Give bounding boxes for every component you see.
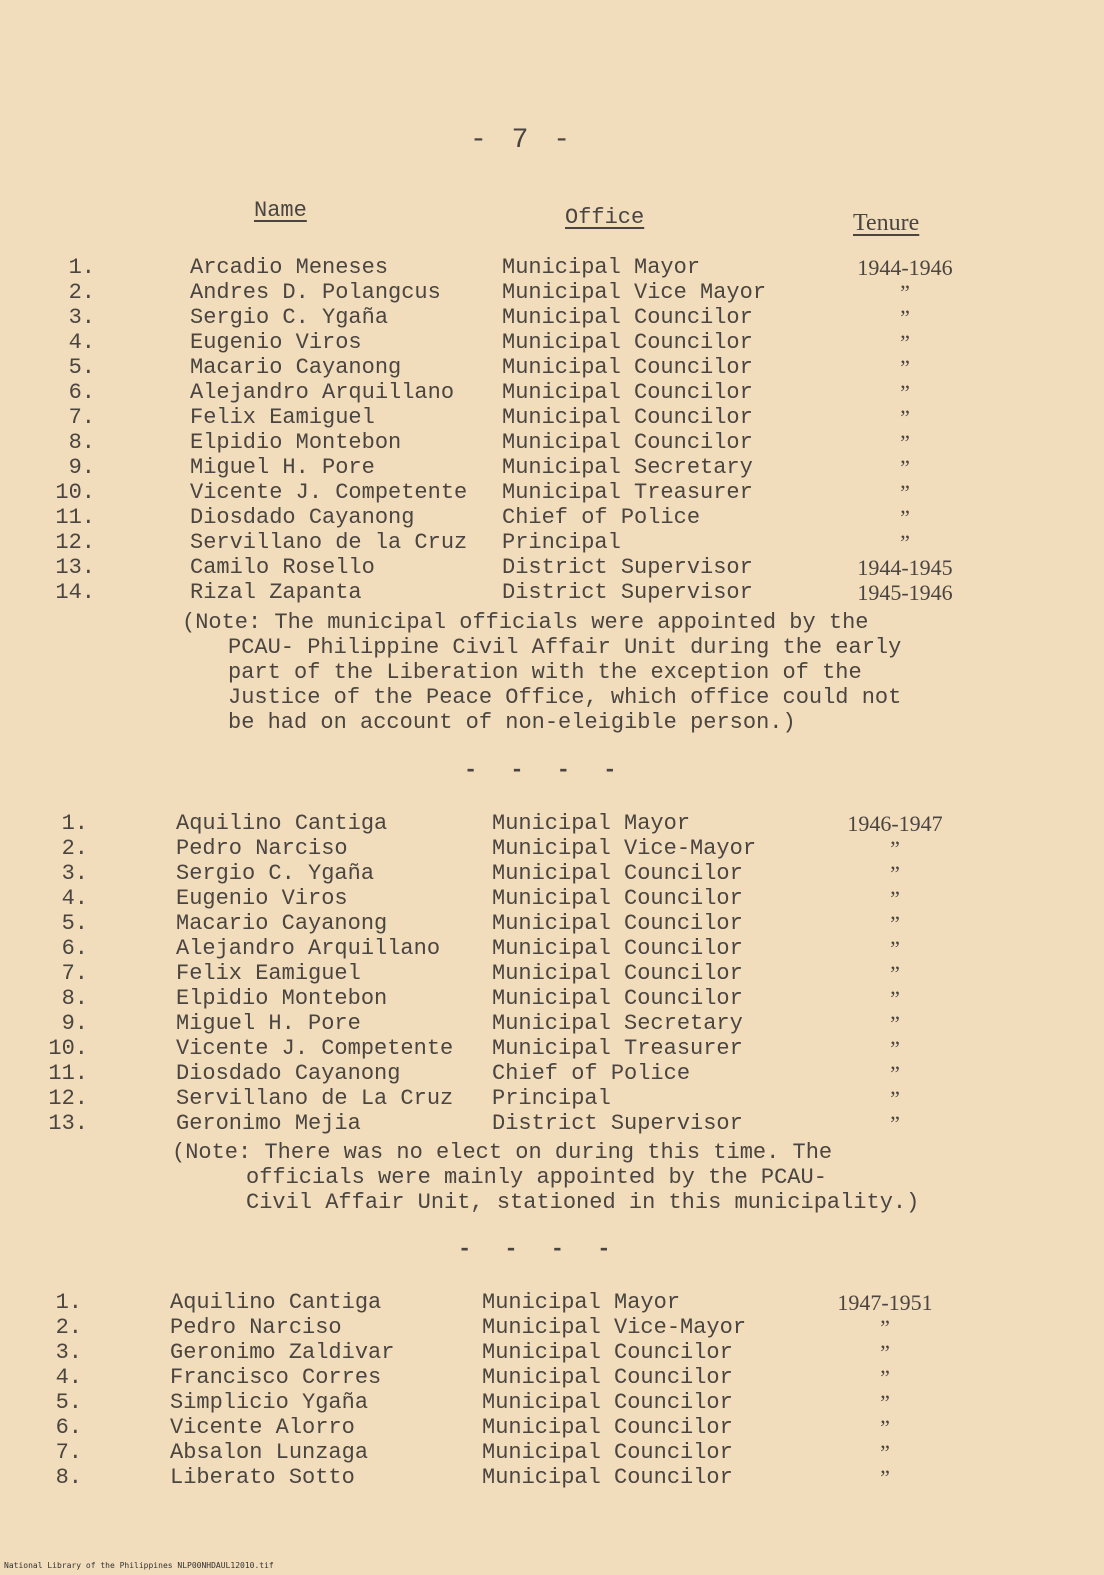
official-name: Vicente J. Competente — [190, 480, 468, 505]
tenure-value: ” — [900, 455, 910, 480]
office-title: District Supervisor — [502, 555, 753, 580]
table-row — [0, 1315, 1104, 1340]
table-row — [0, 1036, 1104, 1061]
tenure-value: 1944-1946 — [857, 255, 953, 280]
office-title: Municipal Councilor — [502, 355, 753, 380]
tenure-value: ” — [880, 1415, 890, 1440]
official-name: Andres D. Polangcus — [190, 280, 441, 305]
official-name: Servillano de La Cruz — [176, 1086, 454, 1111]
tenure-value: 1946-1947 — [847, 811, 943, 836]
note-line: be had on account of non-eleigible person.) — [228, 710, 796, 735]
note-line: Civil Affair Unit, stationed in this municipality.) — [246, 1190, 920, 1215]
header-name: Name — [254, 198, 307, 223]
official-name: Pedro Narciso — [170, 1315, 342, 1340]
table-row — [0, 305, 1104, 330]
table-row — [0, 580, 1104, 605]
tenure-value: ” — [890, 1086, 900, 1111]
official-name: Elpidio Montebon — [190, 430, 402, 455]
office-title: Municipal Councilor — [502, 380, 753, 405]
office-title: Municipal Councilor — [492, 936, 743, 961]
table-row — [0, 1086, 1104, 1111]
row-number: 11. — [55, 505, 95, 530]
table-row — [0, 530, 1104, 555]
table-row — [0, 455, 1104, 480]
archive-footer: National Library of the Philippines NLP00NHDAUL12010.tif — [4, 1561, 274, 1570]
official-name: Felix Eamiguel — [190, 405, 375, 430]
row-number: 1. — [61, 811, 88, 836]
tenure-value: ” — [890, 961, 900, 986]
table-row — [0, 1290, 1104, 1315]
official-name: Aquilino Cantiga — [170, 1290, 382, 1315]
row-number: 1. — [68, 255, 95, 280]
office-title: Municipal Mayor — [502, 255, 701, 280]
tenure-value: ” — [880, 1340, 890, 1365]
row-number: 2. — [55, 1315, 82, 1340]
table-row — [0, 861, 1104, 886]
note-line: officials were mainly appointed by the PCAU- — [246, 1165, 827, 1190]
table-row — [0, 1390, 1104, 1415]
tenure-value: ” — [900, 405, 910, 430]
office-title: Municipal Councilor — [482, 1465, 733, 1490]
office-title: Municipal Councilor — [492, 961, 743, 986]
note-line: PCAU- Philippine Civil Affair Unit during the early — [228, 635, 902, 660]
row-number: 8. — [61, 986, 88, 1011]
row-number: 7. — [68, 405, 95, 430]
office-title: Municipal Vice-Mayor — [492, 836, 757, 861]
table-row — [0, 886, 1104, 911]
official-name: Francisco Corres — [170, 1365, 382, 1390]
tenure-value: ” — [890, 836, 900, 861]
tenure-value: ” — [900, 380, 910, 405]
table-row — [0, 836, 1104, 861]
table-row — [0, 1415, 1104, 1440]
office-title: Municipal Councilor — [502, 405, 753, 430]
table-row — [0, 280, 1104, 305]
office-title: District Supervisor — [502, 580, 753, 605]
tenure-value: 1945-1946 — [857, 580, 953, 605]
official-name: Vicente J. Competente — [176, 1036, 454, 1061]
row-number: 13. — [48, 1111, 88, 1136]
official-name: Elpidio Montebon — [176, 986, 388, 1011]
row-number: 11. — [48, 1061, 88, 1086]
office-title: Municipal Councilor — [502, 330, 753, 355]
tenure-value: ” — [890, 1111, 900, 1136]
tenure-value: ” — [880, 1440, 890, 1465]
office-title: Municipal Vice-Mayor — [482, 1315, 747, 1340]
tenure-value: ” — [900, 480, 910, 505]
tenure-value: ” — [890, 886, 900, 911]
official-name: Diosdado Cayanong — [190, 505, 415, 530]
row-number: 2. — [68, 280, 95, 305]
office-title: Chief of Police — [492, 1061, 691, 1086]
table-row — [0, 986, 1104, 1011]
table-row — [0, 430, 1104, 455]
note-line: Justice of the Peace Office, which office could not — [228, 685, 902, 710]
row-number: 9. — [68, 455, 95, 480]
official-name: Diosdado Cayanong — [176, 1061, 401, 1086]
tenure-value: ” — [890, 936, 900, 961]
tenure-value: ” — [900, 355, 910, 380]
official-name: Absalon Lunzaga — [170, 1440, 369, 1465]
office-title: Municipal Councilor — [482, 1390, 733, 1415]
office-title: Municipal Treasurer — [492, 1036, 743, 1061]
official-name: Servillano de la Cruz — [190, 530, 468, 555]
note-line: (Note: The municipal officials were appointed by the — [182, 610, 869, 635]
tenure-value: ” — [880, 1465, 890, 1490]
office-title: Municipal Councilor — [492, 911, 743, 936]
table-row — [0, 480, 1104, 505]
table-row — [0, 405, 1104, 430]
office-title: Municipal Councilor — [482, 1340, 733, 1365]
row-number: 8. — [68, 430, 95, 455]
official-name: Aquilino Cantiga — [176, 811, 388, 836]
office-title: Municipal Councilor — [482, 1440, 733, 1465]
office-title: Municipal Councilor — [502, 305, 753, 330]
table-row — [0, 1011, 1104, 1036]
office-title: Municipal Councilor — [492, 986, 743, 1011]
table-row — [0, 1465, 1104, 1490]
row-number: 7. — [55, 1440, 82, 1465]
tenure-value: ” — [900, 430, 910, 455]
office-title: Chief of Police — [502, 505, 701, 530]
tenure-value: ” — [880, 1365, 890, 1390]
tenure-value: ” — [890, 1011, 900, 1036]
row-number: 14. — [55, 580, 95, 605]
office-title: Municipal Vice Mayor — [502, 280, 767, 305]
table-row — [0, 505, 1104, 530]
table-row — [0, 936, 1104, 961]
separator-1: - - - - — [464, 758, 627, 783]
official-name: Geronimo Mejia — [176, 1111, 361, 1136]
official-name: Arcadio Meneses — [190, 255, 389, 280]
row-number: 12. — [55, 530, 95, 555]
table-row — [0, 330, 1104, 355]
table-row — [0, 1440, 1104, 1465]
official-name: Eugenio Viros — [176, 886, 348, 911]
tenure-value: ” — [890, 911, 900, 936]
row-number: 3. — [61, 861, 88, 886]
row-number: 4. — [61, 886, 88, 911]
official-name: Camilo Rosello — [190, 555, 375, 580]
row-number: 10. — [48, 1036, 88, 1061]
tenure-value: ” — [890, 986, 900, 1011]
tenure-value: ” — [880, 1315, 890, 1340]
tenure-value: ” — [900, 505, 910, 530]
official-name: Miguel H. Pore — [190, 455, 375, 480]
official-name: Geronimo Zaldivar — [170, 1340, 395, 1365]
tenure-value: ” — [900, 530, 910, 555]
table-row — [0, 1111, 1104, 1136]
row-number: 9. — [61, 1011, 88, 1036]
office-title: Municipal Mayor — [482, 1290, 681, 1315]
tenure-value: 1944-1945 — [857, 555, 953, 580]
tenure-value: ” — [900, 330, 910, 355]
page-number: - 7 - — [470, 125, 575, 156]
row-number: 2. — [61, 836, 88, 861]
header-tenure: Tenure — [853, 210, 920, 236]
table-row — [0, 380, 1104, 405]
official-name: Felix Eamiguel — [176, 961, 361, 986]
note-line: (Note: There was no elect on during this time. The — [172, 1140, 833, 1165]
header-office: Office — [565, 205, 645, 230]
table-row — [0, 1061, 1104, 1086]
official-name: Eugenio Viros — [190, 330, 362, 355]
table-row — [0, 1340, 1104, 1365]
row-number: 3. — [55, 1340, 82, 1365]
office-title: Principal — [492, 1086, 611, 1111]
row-number: 6. — [55, 1415, 82, 1440]
office-title: Municipal Councilor — [492, 861, 743, 886]
separator-2: - - - - — [458, 1237, 621, 1262]
office-title: Principal — [502, 530, 621, 555]
tenure-value: ” — [890, 1061, 900, 1086]
official-name: Alejandro Arquillano — [176, 936, 441, 961]
table-row — [0, 961, 1104, 986]
official-name: Macario Cayanong — [190, 355, 402, 380]
row-number: 7. — [61, 961, 88, 986]
row-number: 4. — [68, 330, 95, 355]
office-title: Municipal Treasurer — [502, 480, 753, 505]
official-name: Vicente Alorro — [170, 1415, 355, 1440]
official-name: Rizal Zapanta — [190, 580, 362, 605]
table-row — [0, 811, 1104, 836]
table-row — [0, 911, 1104, 936]
row-number: 1. — [55, 1290, 82, 1315]
official-name: Alejandro Arquillano — [190, 380, 455, 405]
row-number: 6. — [61, 936, 88, 961]
office-title: Municipal Secretary — [502, 455, 753, 480]
official-name: Sergio C. Ygaña — [176, 861, 375, 886]
row-number: 5. — [55, 1390, 82, 1415]
office-title: Municipal Councilor — [482, 1415, 733, 1440]
note-line: part of the Liberation with the exception of the — [228, 660, 862, 685]
office-title: Municipal Mayor — [492, 811, 691, 836]
row-number: 4. — [55, 1365, 82, 1390]
official-name: Simplicio Ygaña — [170, 1390, 369, 1415]
row-number: 5. — [68, 355, 95, 380]
tenure-value: ” — [880, 1390, 890, 1415]
office-title: Municipal Councilor — [492, 886, 743, 911]
official-name: Macario Cayanong — [176, 911, 388, 936]
office-title: Municipal Secretary — [492, 1011, 743, 1036]
row-number: 3. — [68, 305, 95, 330]
official-name: Miguel H. Pore — [176, 1011, 361, 1036]
office-title: Municipal Councilor — [502, 430, 753, 455]
row-number: 13. — [55, 555, 95, 580]
table-row — [0, 555, 1104, 580]
table-row — [0, 1365, 1104, 1390]
row-number: 5. — [61, 911, 88, 936]
table-row — [0, 255, 1104, 280]
official-name: Sergio C. Ygaña — [190, 305, 389, 330]
row-number: 10. — [55, 480, 95, 505]
row-number: 6. — [68, 380, 95, 405]
tenure-value: 1947-1951 — [837, 1290, 933, 1315]
tenure-value: ” — [890, 861, 900, 886]
office-title: Municipal Councilor — [482, 1365, 733, 1390]
tenure-value: ” — [900, 280, 910, 305]
office-title: District Supervisor — [492, 1111, 743, 1136]
official-name: Liberato Sotto — [170, 1465, 355, 1490]
tenure-value: ” — [900, 305, 910, 330]
tenure-value: ” — [890, 1036, 900, 1061]
row-number: 8. — [55, 1465, 82, 1490]
official-name: Pedro Narciso — [176, 836, 348, 861]
row-number: 12. — [48, 1086, 88, 1111]
table-row — [0, 355, 1104, 380]
